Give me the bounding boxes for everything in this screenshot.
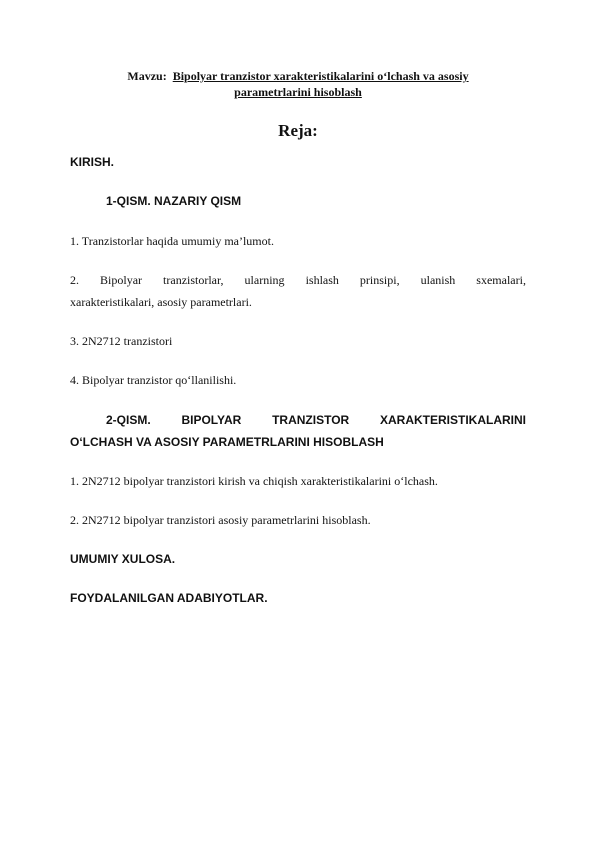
topic-title-part-2: parametrlarini hisoblash <box>234 85 362 99</box>
word: 2-QISM. <box>106 413 151 427</box>
item-p2-1: 1. 2N2712 bipolyar tranzistori kirish va chiqish xarakteristikalarini o‘lchash. <box>70 474 438 488</box>
item-p1-4: 4. Bipolyar tranzistor qo‘llanilishi. <box>70 373 237 387</box>
word: BIPOLYAR <box>181 413 242 427</box>
word: sxemalari, <box>476 273 526 287</box>
word: XARAKTERISTIKALARINI <box>379 413 526 427</box>
word: ishlash <box>305 273 339 287</box>
word: tranzistorlar, <box>163 273 224 287</box>
word: ulanish <box>420 273 456 287</box>
item-part2-heading-line1 <box>106 409 526 431</box>
item-conclusion: UMUMIY XULOSA. <box>70 552 176 566</box>
word: 2. <box>70 273 79 287</box>
item-references: FOYDALANILGAN ADABIYOTLAR. <box>70 591 268 605</box>
item-p1-2-line2: xarakteristikalari, asosiy parametrlari. <box>70 295 252 309</box>
item-part2-heading-line2: O‘LCHASH VA ASOSIY PARAMETRLARINI HISOBLASH <box>70 435 384 449</box>
topic-title-part-1: Bipolyar tranzistor xarakteristikalarini o‘lchash va asosiy <box>172 69 469 83</box>
word: Bipolyar <box>100 273 143 287</box>
item-p1-1: 1. Tranzistorlar haqida umumiy ma’lumot. <box>70 234 274 248</box>
item-p1-3: 3. 2N2712 tranzistori <box>70 334 173 348</box>
word: prinsipi, <box>359 273 400 287</box>
item-p2-2: 2. 2N2712 bipolyar tranzistori asosiy parametrlarini hisoblash. <box>70 513 371 527</box>
word: ularning <box>244 273 285 287</box>
topic-line-1 <box>70 68 526 84</box>
topic-label: Mavzu: <box>127 69 167 83</box>
topic-heading <box>70 68 526 100</box>
item-part1-heading: 1-QISM. NAZARIY QISM <box>106 194 242 208</box>
item-intro: KIRISH. <box>70 155 115 169</box>
topic-line-2 <box>70 84 526 100</box>
plan-title: Reja: <box>278 121 318 140</box>
word: TRANZISTOR <box>272 413 350 427</box>
item-p1-2-line1 <box>70 269 526 291</box>
